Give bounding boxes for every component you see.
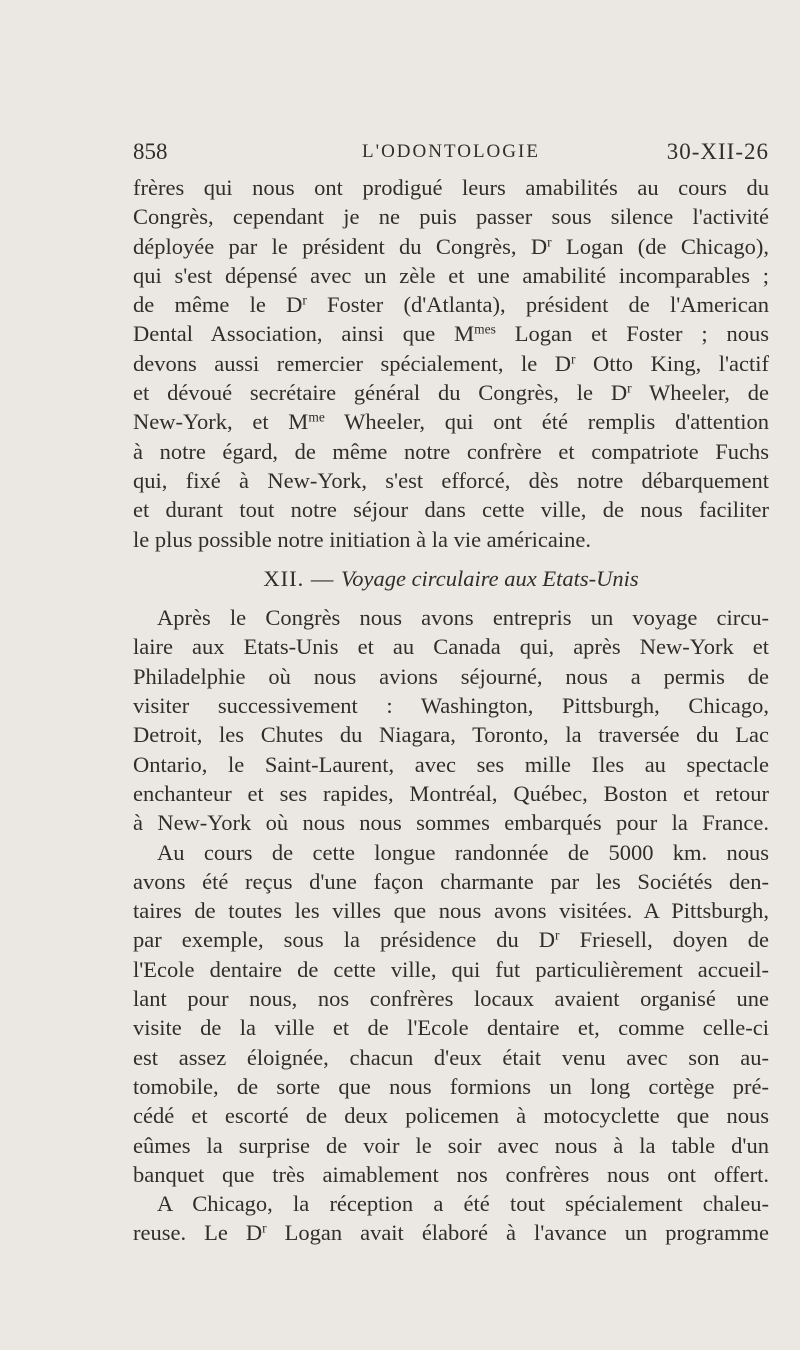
text-line: à New-York où nous nous sommes embarqués pour la France. [133, 810, 769, 836]
text-line: à notre égard, de même notre confrère et compatriote Fuchs [133, 438, 769, 464]
section-title: Voyage circulaire aux Etats-Unis [340, 565, 639, 591]
text-line: visite de la ville et de l'Ecole dentaire et, comme celle-ci [133, 1015, 769, 1041]
paragraph-1 [133, 173, 769, 554]
text-line: par exemple, sous la présidence du $D^r$ Friesell, doyen de [133, 927, 769, 953]
page-number: 858 [133, 139, 168, 164]
text-line: Au cours de cette longue randonnée de 5000 km. nous [157, 839, 769, 865]
text-line: est assez éloignée, chacun d'eux était venu avec son au- [133, 1044, 769, 1070]
text-line: banquet que très aimablement nos confrères nous ont offert. [133, 1161, 769, 1187]
text-line: laire aux Etats-Unis et au Canada qui, après New-York et [133, 634, 769, 660]
text-line: Après le Congrès nous avons entrepris un voyage circu- [157, 605, 769, 631]
text-line: New-York, et $M^{me}$ Wheeler, qui ont été remplis d'attention [133, 409, 769, 435]
text-line: Philadelphie où nous avions séjourné, nous a permis de [133, 663, 769, 689]
text-line: avons été reçus d'une façon charmante par les Sociétés den- [133, 868, 769, 894]
text-line: Detroit, les Chutes du Niagara, Toronto, la traversée du Lac [133, 722, 769, 748]
journal-title: L'ODONTOLOGIE [362, 141, 540, 162]
text-line: le plus possible notre initiation à la vie américaine. [133, 526, 591, 552]
text-line: frères qui nous ont prodigué leurs amabilités au cours du [133, 175, 769, 200]
text-line: Congrès, cependant je ne puis passer sous silence l'activité [133, 204, 769, 230]
text-line: cédé et escorté de deux policemen à motocyclette que nous [133, 1103, 769, 1129]
paragraph-2 [133, 603, 769, 837]
text-line: qui, fixé à New-York, s'est efforcé, dès notre débarquement [133, 467, 769, 493]
text-line: et durant tout notre séjour dans cette ville, de nous faciliter [133, 497, 769, 523]
text-line: de même le $D^r$ Foster (d'Atlanta), président de l'American [133, 292, 769, 318]
text-line: Ontario, le Saint-Laurent, avec ses mille Iles au spectacle [133, 751, 769, 777]
text-line: devons aussi remercier spécialement, le $D^r$ Otto King, l'actif [133, 350, 769, 376]
text-line: qui s'est dépensé avec un zèle et une amabilité incomparables ; [133, 262, 769, 288]
paragraph-4 [133, 1189, 769, 1248]
text-line: et dévoué secrétaire général du Congrès, le $D^r$ Wheeler, de [133, 380, 769, 406]
text-line: A Chicago, la réception a été tout spécialement chaleu- [157, 1191, 769, 1217]
section-number: XII. — [263, 565, 341, 591]
section-heading [133, 564, 769, 593]
body-text [133, 173, 769, 1248]
running-header [133, 136, 769, 168]
text-line: Dental Association, ainsi que $M^{mes}$ Logan et Foster ; nous [133, 321, 769, 347]
issue-date: 30-XII-26 [666, 139, 769, 164]
text-line: eûmes la surprise de voir le soir avec nous à la table d'un [133, 1132, 769, 1158]
text-line: lant pour nous, nos confrères locaux avaient organisé une [133, 986, 769, 1012]
text-line: taires de toutes les villes que nous avons visitées. A Pittsburgh, [133, 898, 769, 924]
text-line: tomobile, de sorte que nous formions un long cortège pré- [133, 1073, 769, 1099]
text-line: enchanteur et ses rapides, Montréal, Québec, Boston et retour [133, 780, 769, 806]
text-line: déployée par le président du Congrès, $D^r$ Logan (de Chicago), [133, 233, 769, 259]
paragraph-3 [133, 838, 769, 1190]
text-line: l'Ecole dentaire de cette ville, qui fut particulièrement accueil- [133, 956, 769, 982]
text-line: visiter successivement : Washington, Pittsburgh, Chicago, [133, 693, 769, 719]
text-line: reuse. Le $D^r$ Logan avait élaboré à l'avance un programme [133, 1220, 770, 1246]
